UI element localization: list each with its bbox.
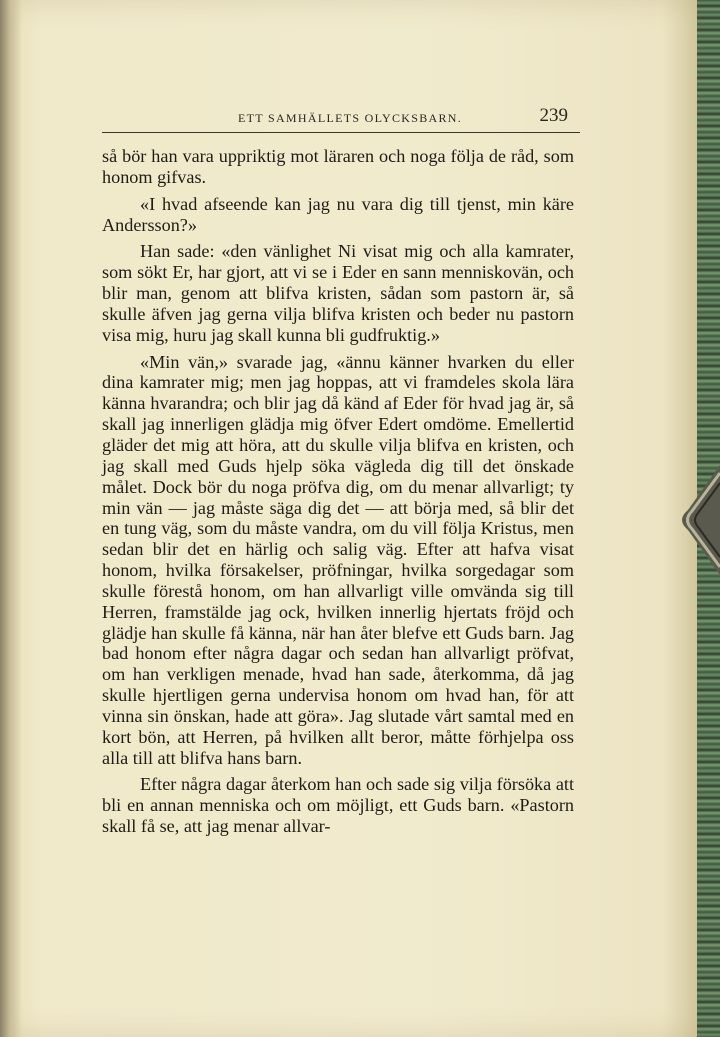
- page-header: [102, 104, 580, 133]
- page-number: 239: [539, 105, 568, 126]
- paragraph: Efter några dagar återkom han och sade sig vilja försöka att bli en annan menniska och om möjligt, ett Guds barn. «Pastorn skall få se, att jag menar allvar-: [102, 774, 574, 837]
- paragraph: så bör han vara uppriktig mot läraren och noga följa de råd, som honom gifvas.: [102, 146, 574, 187]
- paragraph: «Min vän,» svarade jag, «ännu känner hvarken du eller dina kamrater mig; men jag hoppas, att vi framdeles skola lära känna hvarandra; och blir jag då känd af Eder för hvad jag är, så skall jag innerligen glädja mig öfver Edert omdöme. Emellertid gläder det mig att höra, att du skulle vilja blifva en kristen, och jag skall med Guds hjelp söka vägleda dig till det önskade målet. Dock bör du noga pröfva dig, om du menar allvarligt; ty min vän — jag måste säga dig det — att börja med, så blir det en tung väg, som du måste vandra, om du vill följa Kristus, men sedan blir det en härlig och salig väg. Efter att hafva visat honom, hvilka försakelser, pröfningar, hvilka sorgedagar som skulle förestå honom, om han allvarligt ville omvända sig till Herren, framstälde jag ock, hvilken innerlig hjertats fröjd och glädje han skulle få känna, när han åter blefve ett Guds barn. Jag bad honom efter några dagar och sedan han allvarligt pröfvat, om han verkligen menade, hvad han sade, återkomma, då jag skulle hjertligen gerna undervisa honom om hvad han, för att vinna sin önskan, hade att göra». Jag slutade vårt samtal med en kort bön, att Herren, på hvilken allt beror, måtte förhjelpa oss alla till att blifva hans barn.: [102, 351, 574, 768]
- book-clasp-icon: [668, 465, 720, 575]
- paragraph: «I hvad afseende kan jag nu vara dig till tjenst, min käre Andersson?»: [102, 193, 574, 235]
- page-gutter-shadow: [0, 0, 22, 1037]
- running-title: ETT SAMHÄLLETS OLYCKSBARN.: [238, 111, 463, 125]
- paragraph: Han sade: «den vänlighet Ni visat mig och alla kamrater, som sökt Er, har gjort, att vi se i Eder en sann menniskovän, och blir man, genom att blifva kristen, sådan som pastorn är, så skulle äfven jag gerna vilja blifva kristen och beder nu pastorn visa mig, huru jag skall kunna bli gudfruktig.»: [102, 241, 574, 345]
- body-text: [102, 146, 574, 843]
